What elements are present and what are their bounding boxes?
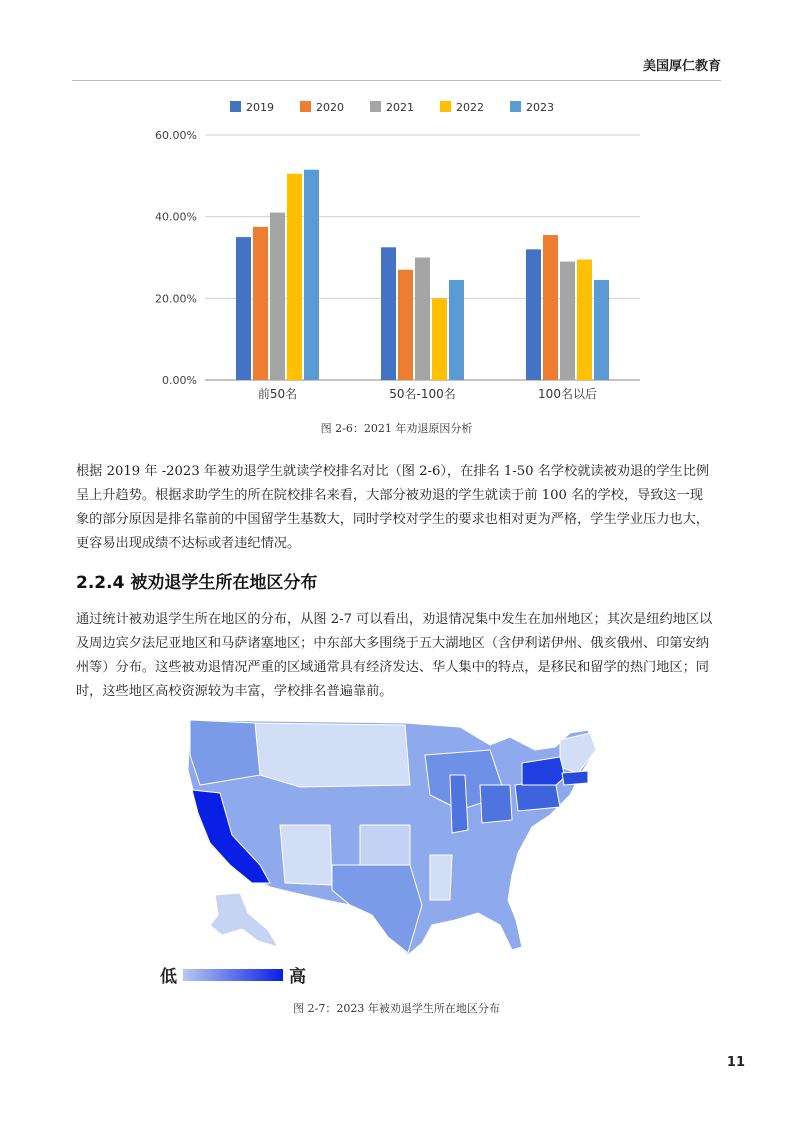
bar [432,298,447,380]
us-map [160,715,640,995]
section-title: 2.2.4 被劝退学生所在地区分布 [76,573,318,593]
legend-label: 2020 [316,101,344,114]
legend-high-label: 高 [289,967,306,987]
ohio-region [480,785,512,823]
x-tick-label: 前50名 [257,387,298,401]
y-tick-label: 60.00% [155,129,197,142]
bar [577,260,592,380]
paragraph-text: 根据 2019 年 -2023 年被劝退学生就读学校排名对比（图 2-6），在排名 1-50 名学校就读被劝退的学生比例呈上升趋势。根据求助学生的所在院校排名来看，大部分被劝退的学生就读于前 100 名的学校，导致这一现象的部分原因是排名靠前的中国留学生基数大，同时学校对学生的要求也相对更为严格，学生学业压力也大，更容易出现成绩不达标或者违纪情况。 [76,464,710,551]
legend-label: 2021 [386,101,414,114]
header-brand: 美国厚仁教育 [642,59,721,74]
texas-region [332,865,422,953]
bar [270,213,285,380]
pacific-northwest-region [190,720,260,785]
legend-swatch [370,101,381,112]
legend-swatch [230,101,241,112]
bar [560,262,575,380]
header-divider [72,80,721,81]
illinois-region [450,775,468,833]
bar [381,247,396,380]
bar [236,237,251,380]
southern-plains-region [360,825,410,865]
new-mexico-region [280,825,332,885]
paragraph [76,608,716,704]
legend-low-label: 低 [160,967,177,987]
mississippi-region [430,855,452,900]
paragraph [76,460,716,556]
bar [543,235,558,380]
bar [449,280,464,380]
map-legend [160,962,306,987]
legend-swatch [440,101,451,112]
figure-caption: 图 2-6：2021 年劝退原因分析 [320,422,473,435]
page-number: 11 [726,1055,745,1070]
bar [415,258,430,381]
x-tick-label: 50名-100名 [389,387,456,401]
legend-swatch [510,101,521,112]
legend-swatch [300,101,311,112]
y-tick-label: 20.00% [155,292,197,306]
massachusetts-region [562,771,588,785]
bar [304,170,319,380]
new-england-region [560,733,596,773]
bar [594,280,609,380]
y-tick-label: 0.00% [162,374,197,387]
y-tick-label: 40.00% [155,210,197,224]
legend-color-gradient [183,969,283,981]
legend-label: 2023 [526,101,554,114]
bar-chart [130,95,670,415]
bar [287,174,302,380]
bar [253,227,268,380]
alaska-region [210,893,278,947]
figure-caption: 图 2-7：2023 年被劝退学生所在地区分布 [293,1002,500,1015]
northern-plains-region [255,723,410,787]
x-tick-label: 100名以后 [538,387,597,401]
legend-label: 2019 [246,101,274,114]
bar [526,249,541,380]
bar [398,270,413,380]
paragraph-text: 通过统计被劝退学生所在地区的分布，从图 2-7 可以看出，劝退情况集中发生在加州地区；其次是纽约地区以及周边宾夕法尼亚地区和马萨诸塞地区；中东部大多围绕于五大湖地区（含伊利诺伊州、俄亥俄州、印第安纳州等）分布。这些被劝退情况严重的区域通常具有经济发达、华人集中的特点，是移民和留学的热门地区；同时，这些地区高校资源较为丰富，学校排名普遍靠前。 [76,612,713,699]
legend-label: 2022 [456,101,484,114]
